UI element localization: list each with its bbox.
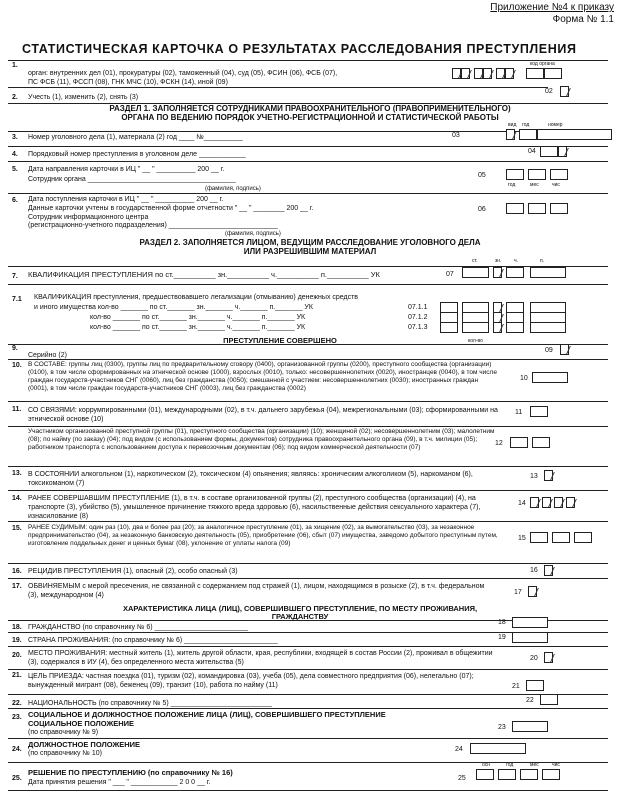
group-composition-text: В СОСТАВЕ: группы лиц (0300), группы лиц по предварительному сговору (0400), организованной группы (0200), преступного сообщества (организации) (0100), в том числе сформированных на этнической основе (1000), взрослых (0010), только: несовершеннолетних (0020), иностранцев (0040), в том числе граждан государств-участников СНГ (0060), лиц без гражданства (0050); смешанной с участием: несовершеннолетних (0030); иностранных граждан (0001), в том числе граждан государств-участников СНГ (0003), лиц без гражданства (0002) — [28, 361, 497, 392]
section1-title: РАЗДЕЛ 1. ЗАПОЛНЯЕТСЯ СОТРУДНИКАМИ ПРАВООХРАНИТЕЛЬНОГО (ПРАВОПРИМЕНИТЕЛЬНОГО) — [109, 104, 511, 113]
row-number: 7.1 — [12, 296, 22, 303]
signature-caption: (фамилия, подпись) — [205, 186, 261, 192]
divider — [8, 60, 608, 61]
code-box[interactable] — [452, 68, 461, 79]
code-box[interactable] — [461, 68, 470, 79]
send-date-label: Дата направления карточки в ИЦ " __ " __________ 200 __ г. — [28, 166, 225, 173]
legalization-row-2: кол-во _______ по ст._______ зн._______ ч._______ п._______ УК — [90, 314, 306, 321]
input-box[interactable] — [530, 406, 548, 417]
row-code: 04 — [528, 148, 536, 155]
divider — [8, 161, 608, 162]
code-box[interactable] — [505, 68, 514, 79]
input-box[interactable] — [493, 322, 502, 333]
caption-kind: вид — [508, 122, 517, 128]
row-number: 23. — [12, 714, 22, 721]
row-number: 3. — [12, 134, 18, 141]
input-box[interactable] — [506, 322, 524, 333]
input-box[interactable] — [544, 565, 553, 576]
input-box[interactable] — [440, 322, 458, 333]
divider — [8, 563, 608, 564]
row-number: 6. — [12, 197, 18, 204]
divider — [8, 146, 608, 147]
divider — [8, 762, 608, 763]
row-code: 21 — [512, 683, 520, 690]
input-box[interactable] — [462, 267, 489, 278]
state-text: В СОСТОЯНИИ алкогольном (1), наркотическом (2), токсическом (4) опьянения; являясь: хроническим алкоголиком (5), наркоманом (6), токсикоманом (7) — [28, 471, 473, 487]
accused-text: ОБВИНЯЕМЫМ с мерой пресечения, не связанной с содержанием под стражей (1), лицом, находящимся в розыске (2), в т.ч. федеральном (3), международном (4) — [28, 583, 485, 599]
code-caption: код органа — [530, 61, 555, 67]
crime-seq-label: Порядковый номер преступления в уголовном деле ____________ — [28, 151, 246, 158]
input-box[interactable] — [566, 497, 575, 508]
citizenship-label: ГРАЖДАНСТВО (по справочнику № 6) ________________________ — [28, 624, 248, 631]
code-box[interactable] — [483, 68, 492, 79]
row-code: 06 — [478, 206, 486, 213]
section2-title-2: ИЛИ РАЗРЕШИВШИМ МАТЕРИАЛ — [243, 247, 377, 256]
annex-label: Приложение №4 к приказу — [490, 2, 614, 13]
input-box[interactable] — [530, 322, 566, 333]
caption: мес — [530, 762, 539, 768]
divider — [8, 521, 608, 522]
input-box[interactable] — [528, 169, 546, 180]
ic-officer-label: Сотрудник информационного центра — [28, 214, 149, 221]
input-box[interactable] — [470, 743, 526, 754]
row-code: 05 — [478, 172, 486, 179]
divider — [8, 669, 608, 670]
divider — [8, 359, 608, 360]
input-box[interactable] — [512, 721, 548, 732]
org-type-line-2: ПС ФСБ (11), ФССП (08), ГНК МЧС (10), ФСКН (14), иной (09) — [28, 79, 228, 86]
row-code: 17 — [514, 589, 522, 596]
characteristics-heading: ХАРАКТЕРИСТИКА ЛИЦА (ЛИЦ), СОВЕРШИВШЕГО ПРЕСТУПЛЕНИЕ, ПО МЕСТУ ПРОЖИВАНИЯ, — [122, 604, 478, 613]
caption-number: номер — [548, 122, 563, 128]
prior-convicted-text: РАНЕЕ СУДИМЫМ: один раз (10), два и более раз (20); за аналогичное преступление (01), за хищение (02), за вымогательство (03), за незаконное предпринимательство (04), за незаконную банковскую деятельность (05), приобретение (06), сбыт (07) имущества, заведомо добытого преступным путем, изготовление поддельных денег и ценных бумаг (08), уклонение от уплаты налога (09) — [28, 524, 498, 547]
row-number: 24. — [12, 746, 22, 753]
row-code: 07.1.3 — [408, 324, 428, 331]
input-box[interactable] — [476, 769, 494, 780]
input-box[interactable] — [498, 769, 516, 780]
divider — [8, 466, 608, 467]
row-number: 9. — [12, 345, 18, 352]
qualification-label: КВАЛИФИКАЦИЯ ПРЕСТУПЛЕНИЯ по ст.__________ зн.__________ ч.__________ п.__________ УК — [28, 270, 380, 279]
input-box[interactable] — [506, 267, 524, 278]
section1-title-2: ОРГАНА ПО ВЕДЕНИЮ ПОРЯДОК УЧЕТНО-РЕГИСТРАЦИОННОЙ И СТАТИСТИЧЕСКОЙ РАБОТЫ — [121, 113, 499, 122]
input-box[interactable] — [532, 372, 568, 383]
input-box[interactable] — [493, 267, 502, 278]
connections-text: СО СВЯЗЯМИ: коррумпированными (01), международными (02), в т.ч. дальнего зарубежья (04), межрегиональными (03); сформированными на этнической основе (10) — [28, 407, 498, 423]
input-box[interactable] — [544, 470, 553, 481]
row-code: 07.1.1 — [408, 304, 428, 311]
input-box[interactable] — [512, 632, 548, 643]
caption: мес — [530, 182, 539, 188]
row-code: 18 — [498, 619, 506, 626]
input-box[interactable] — [528, 586, 537, 597]
input-box[interactable] — [506, 203, 524, 214]
row-number: 15. — [12, 525, 22, 532]
row-code: 19 — [498, 634, 506, 641]
row-number: 7. — [12, 273, 18, 280]
input-box[interactable] — [540, 694, 558, 705]
visit-purpose-text: ЦЕЛЬ ПРИЕЗДА: частная поездка (01), туризм (02), командировка (03), учеба (05), дела совместного предприятия (06), нелегально (07); вынужденный мигрант (08), беженец (09), транзит (10), работа по найму (11) — [28, 673, 474, 689]
row-number: 13. — [12, 470, 22, 477]
participant-text: Участником организованной преступной группы (01), преступного сообщества (организации) (10); женщиной (02); несовершеннолетним (03); малолетним (08); по найму (по заказу) (04); под видом (с использованием формы, документов) сотрудника правоохранительного органа (09), в т.ч. милиции (05); работником транспорта с использованием доступа к перевозочным документам (06); под видом коммерческой деятельности (07) — [28, 428, 495, 451]
code-box[interactable] — [526, 68, 544, 79]
input-box[interactable] — [530, 497, 539, 508]
row-code: 03 — [452, 132, 460, 139]
row-code: 12 — [495, 440, 503, 447]
divider — [8, 790, 608, 791]
caption: ст. — [472, 258, 478, 264]
social-label: СОЦИАЛЬНОЕ ПОЛОЖЕНИЕ — [28, 719, 135, 728]
characteristics-heading-2: ГРАЖДАНСТВУ — [271, 612, 329, 621]
input-box[interactable] — [512, 617, 548, 628]
divider — [8, 284, 608, 285]
code-box[interactable] — [544, 68, 562, 79]
caption-year: год — [522, 122, 530, 128]
row-number: 20. — [12, 652, 22, 659]
row-code: 16 — [530, 567, 538, 574]
divider — [8, 578, 608, 579]
code-box[interactable] — [496, 68, 505, 79]
row-code: 14 — [518, 500, 526, 507]
row-number: 2. — [12, 94, 18, 101]
row-code: 24 — [455, 746, 463, 753]
divider — [8, 708, 608, 709]
section2-title: РАЗДЕЛ 2. ЗАПОЛНЯЕТСЯ ЛИЦОМ, ВЕДУЩИМ РАССЛЕДОВАНИЕ УГОЛОВНОГО ДЕЛА — [139, 238, 481, 247]
row-number: 18. — [12, 624, 22, 631]
prior-crime-text: РАНЕЕ СОВЕРШАВШИМ ПРЕСТУПЛЕНИЕ (1), в т.ч. в составе организованной группы (2), преступного сообщества (организации) (4), на транспорте (3), убийство (5), умышленное причинение тяжкого вреда здоровью (6), насильственные действия сексуального характера (7), изнасилование (8) — [28, 495, 481, 520]
reported-date-label: Данные карточки учтены в государственной форме отчетности " __ " ________ 200 __ г. — [28, 205, 314, 212]
send-officer-label: Сотрудник органа ______________________________________ — [28, 176, 236, 183]
row-code: 07 — [446, 271, 454, 278]
row-number: 11. — [12, 406, 22, 413]
row-number: 21. — [12, 672, 22, 679]
input-box[interactable] — [542, 497, 551, 508]
divider — [8, 426, 608, 427]
recidivism-label: РЕЦИДИВ ПРЕСТУПЛЕНИЯ (1), опасный (2), особо опасный (3) — [28, 568, 238, 575]
caption: год — [506, 762, 514, 768]
position-label: ДОЛЖНОСТНОЕ ПОЛОЖЕНИЕ — [28, 740, 141, 749]
input-box[interactable] — [532, 437, 550, 448]
action-box[interactable] — [560, 86, 569, 97]
input-box[interactable] — [506, 169, 524, 180]
decision-label: РЕШЕНИЕ ПО ПРЕСТУПЛЕНИЮ (по справочнику № 16) — [28, 768, 233, 777]
legalization-row-1: и иного имущества кол-во _______ по ст._______ зн._______ ч._______ п._______ УК — [34, 304, 313, 311]
caption: ч. — [514, 258, 518, 264]
social-ref: (по справочнику № 9) — [28, 729, 99, 736]
divider — [8, 694, 608, 695]
crime-committed-heading: ПРЕСТУПЛЕНИЕ СОВЕРШЕНО — [223, 336, 337, 345]
row-number: 16. — [12, 568, 22, 575]
ic-dept-label: (регистрационно-учетного подразделения) ____________________________ — [28, 222, 278, 229]
row-code: 11 — [515, 409, 523, 416]
input-box[interactable] — [462, 322, 489, 333]
divider — [8, 87, 548, 88]
caption: осн — [482, 762, 491, 768]
caption: чис — [552, 182, 560, 188]
org-type-line-1: орган: внутренних дел (01), прокуратуры (02), таможенный (04), суд (05), ФСИН (06), ФСБ (07), — [28, 70, 338, 77]
row-number: 22. — [12, 700, 22, 707]
decision-date-label: Дата принятия решения " ___ " ____________ 2 0 0 __ г. — [28, 779, 211, 786]
case-number-label: Номер уголовного дела (1), материала (2) год ____ №__________ — [28, 134, 243, 141]
input-box[interactable] — [550, 169, 568, 180]
row-number: 17. — [12, 583, 22, 590]
input-box[interactable] — [510, 437, 528, 448]
input-box[interactable] — [550, 203, 568, 214]
row-code: 10 — [520, 375, 528, 382]
input-box[interactable] — [552, 532, 570, 543]
row-code: 15 — [518, 535, 526, 542]
input-box[interactable] — [530, 532, 548, 543]
input-box[interactable] — [528, 203, 546, 214]
input-box[interactable] — [519, 129, 537, 140]
input-box[interactable] — [574, 532, 592, 543]
caption: п. — [540, 258, 545, 264]
divider — [8, 193, 608, 194]
divider — [8, 401, 608, 402]
row-number: 1. — [12, 62, 18, 69]
divider — [8, 131, 608, 132]
form-title: СТАТИСТИЧЕСКАЯ КАРТОЧКА О РЕЗУЛЬТАТАХ РАССЛЕДОВАНИЯ ПРЕСТУПЛЕНИЯ — [22, 42, 577, 56]
legalization-row-3: кол-во _______ по ст._______ зн._______ ч._______ п._______ УК — [90, 324, 306, 331]
divider — [8, 344, 608, 345]
input-box[interactable] — [558, 146, 567, 157]
count-caption: кол-во — [468, 338, 483, 344]
input-box[interactable] — [526, 680, 544, 691]
input-box[interactable] — [537, 129, 612, 140]
row-code: 09 — [545, 347, 553, 354]
divider — [8, 646, 608, 647]
caption: зн. — [495, 258, 502, 264]
input-box[interactable] — [554, 497, 563, 508]
form-number: Форма № 1.1 — [552, 14, 614, 25]
input-box[interactable] — [540, 146, 558, 157]
input-box[interactable] — [544, 652, 553, 663]
row-number: 14. — [12, 495, 22, 502]
divider — [8, 490, 608, 491]
row-code: 13 — [530, 473, 538, 480]
caption: чис — [552, 762, 560, 768]
signature-caption: (фамилия, подпись) — [225, 231, 281, 237]
input-box[interactable] — [542, 769, 560, 780]
row-number: 19. — [12, 637, 22, 644]
nationality-label: НАЦИОНАЛЬНОСТЬ (по справочнику № 5) __________________________ — [28, 700, 272, 707]
row-code: 02 — [545, 88, 553, 95]
serial-label: Серийно (2) — [28, 352, 67, 359]
action-label: Учесть (1), изменить (2), снять (3) — [28, 94, 139, 101]
caption: год — [508, 182, 516, 188]
position-ref: (по справочнику № 10) — [28, 750, 102, 757]
input-box[interactable] — [520, 769, 538, 780]
receive-date-label: Дата поступления карточки в ИЦ " __ " __________ 200 __ г. — [28, 196, 224, 203]
input-box[interactable] — [560, 344, 569, 355]
input-box[interactable] — [506, 129, 515, 140]
input-box[interactable] — [530, 267, 566, 278]
row-number: 25. — [12, 775, 22, 782]
row-number: 10. — [12, 362, 22, 369]
divider — [8, 738, 608, 739]
row-code: 07.1.2 — [408, 314, 428, 321]
code-box[interactable] — [474, 68, 483, 79]
social-heading: СОЦИАЛЬНОЕ И ДОЛЖНОСТНОЕ ПОЛОЖЕНИЕ ЛИЦА (ЛИЦ), СОВЕРШИВШЕГО ПРЕСТУПЛЕНИЕ — [28, 710, 386, 719]
residence-text: МЕСТО ПРОЖИВАНИЯ: местный житель (1), житель другой области, края, республики, входящей в состав России (2), проживал в общежитии (3), содержался в ИУ (4), без определенного места жительства (5) — [28, 650, 493, 666]
row-code: 22 — [526, 697, 534, 704]
row-number: 4. — [12, 151, 18, 158]
country-label: СТРАНА ПРОЖИВАНИЯ: (по справочнику № 6) ________________________ — [28, 637, 278, 644]
row-number: 5. — [12, 166, 18, 173]
legalization-label: КВАЛИФИКАЦИЯ преступления, предшествовавшего легализации (отмыванию) денежных средств — [34, 294, 359, 301]
row-code: 20 — [530, 655, 538, 662]
row-code: 25 — [458, 775, 466, 782]
row-code: 23 — [498, 724, 506, 731]
form-header — [490, 2, 614, 26]
